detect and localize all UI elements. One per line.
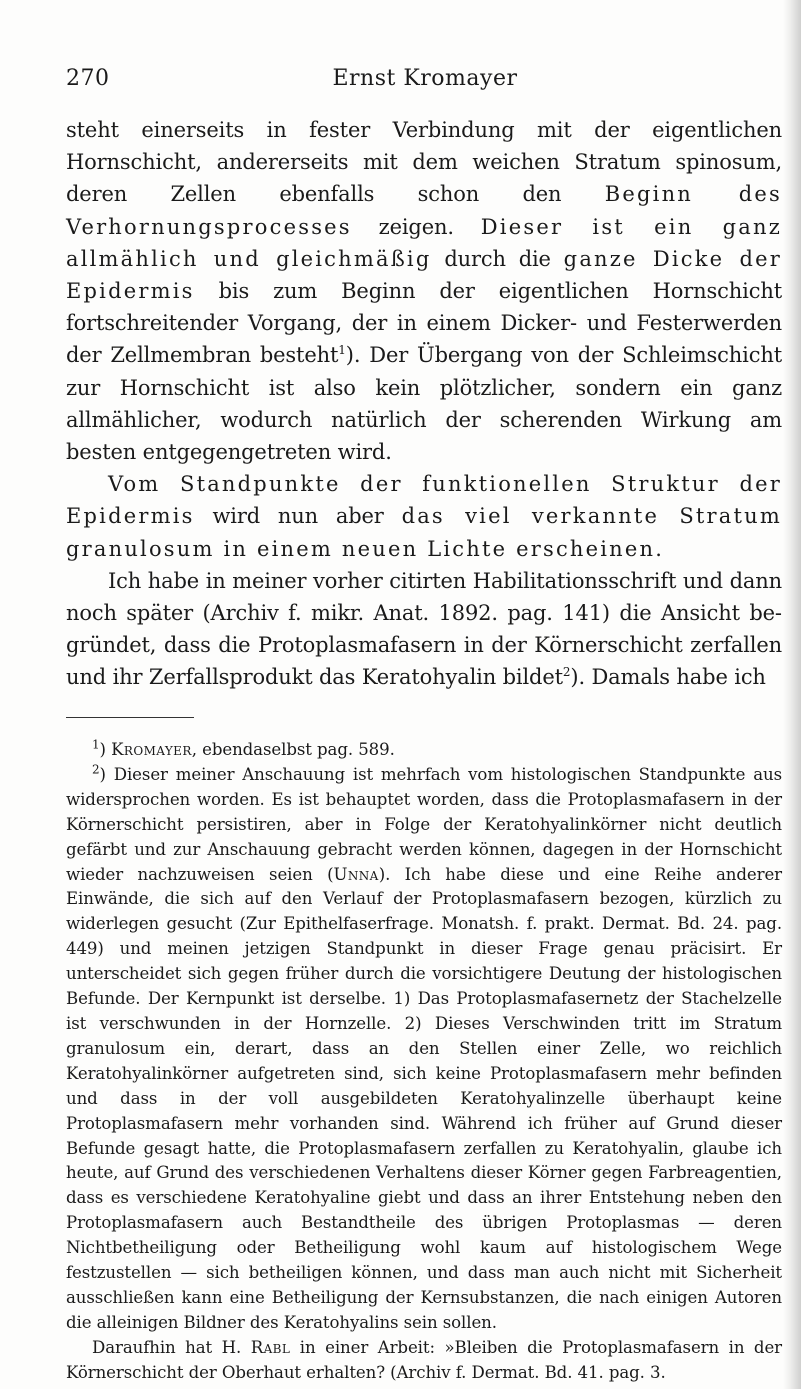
footnote-ref-1[interactable]: 1 (338, 343, 346, 358)
text-run: ). Damals habe ich (570, 665, 766, 690)
emphasis-text: Dieser ist ein ganz allmählich und gleichmäßig (66, 214, 783, 271)
footnote-2-continued (66, 1336, 782, 1386)
paragraph-3 (66, 565, 782, 694)
text-run: zeigen. (351, 214, 481, 239)
running-head: Ernst Kromayer (332, 66, 518, 91)
text-run: wird nun aber (194, 504, 402, 529)
page-edge-shadow (783, 0, 801, 1389)
paragraph-2 (66, 468, 782, 565)
text-run: ). Der Übergang von der Schleimschicht zur Hornschicht ist also kein plötzlicher, sondern ein ganz allmählicher, wodurch natürlich der scherenden Wirkung am besten entgegengetreten wird. (66, 343, 782, 465)
footnote-text: in einer Arbeit: »Bleiben die Protoplasmafasern in der Körnerschicht der Oberhaut erhalten? (Archiv f. Dermat. Bd. 41. pag. 3. (66, 1337, 783, 1382)
text-run: bis zum Beginn der eigentlichen Hornschicht fortschreitender Vorgang, der in einem Dicker- und Festerwerden der Zellmembran besteht (66, 279, 782, 368)
footnote-text: Daraufhin hat H. (92, 1337, 251, 1357)
emphasis-text: Vom Standpunkte der funktionellen Struktur der Epidermis (66, 472, 782, 529)
paragraph-1 (66, 114, 782, 468)
emphasis-text: ganze Dicke der Epidermis (66, 246, 782, 304)
footnote-text: , ebendaselbst pag. 589. (191, 740, 395, 759)
footnote-mark: 1 (92, 737, 100, 752)
text-run: steht einerseits in fester Verbindung mit der eigentlichen Hornschicht, andererseits mit dem weichen Stratum spinosum, deren Zellen ebenfalls schon den (66, 118, 782, 207)
footnote-separator (66, 717, 194, 718)
text-run: durch die (431, 246, 564, 271)
emphasis-text: das viel verkannte Stratum granulosum in einem neuen Lichte erscheinen. (66, 504, 782, 561)
main-text (66, 114, 782, 694)
emphasis-text: Beginn des Verhornungsprocesses (66, 182, 782, 239)
footnotes (66, 738, 782, 1386)
page-header (66, 66, 784, 100)
text-run: Ich habe in meiner vorher citirten Habilitationsschrift und dann noch später (Archiv f. mikr. Anat. 1892. pag. 141) die Ansicht begründet, dass die Protoplasmafasern in der Körnerschicht zerfallen und ihr Zerfallsprodukt das Keratohyalin bildet (66, 568, 782, 690)
author-name: Kromayer (111, 740, 192, 759)
footnote-mark: 2 (92, 762, 100, 777)
footnote-1: $^1$) Kromayer, ebendaselbst pag. 589. (92, 737, 395, 759)
footnote-text: Dieser meiner Anschauung ist mehrfach vom histologischen Standpunkte aus widersprochen worden. Es ist behauptet worden, dass die Protoplasmafasern in der Körnerschicht persistiren, aber in Folge der Keratohyalinkörner nicht deutlich gefärbt und zur Anschauung gebracht werden können, dagegen in der Hornschicht wieder nachzuweisen seien ( (66, 764, 782, 884)
page-number: 270 (66, 66, 110, 91)
author-name: Rabl (250, 1337, 291, 1357)
footnote-2: $^2$) Dieser meiner Anschauung ist mehrfach vom histologischen Standpunkte aus widersprochen worden. Es ist behauptet worden, dass die Protoplasmafasern in der Körnerschicht persistiren, aber in Folge der Keratohyalinkörner nicht deutlich gefärbt und zur Anschauung gebracht werden können, dagegen in der Hornschicht wieder nachzuweisen seien (Unna). Ich habe diese und eine Reihe anderer Einwände, die sich auf den Verlauf der Protoplasmafasern bezogen, kürzlich zu widerlegen gesucht (Zur Epithelfaserfrage. Monatsh. f. prakt. Dermat. Bd. 24. pag. 449) und meinen jetzigen Standpunkt in dieser Frage genau präcisirt. Er unterscheidet sich gegen früher durch die vorsichtigere Deutung der histologischen Befunde. Der Kernpunkt ist derselbe. 1) Das Protoplasmafasernetz der Stachelzelle ist verschwunden in der Hornzelle. 2) Dieses Verschwinden tritt im Stratum granulosum ein, derart, dass an den Stellen einer Zelle, wo reichlich Keratohyalinkörner aufgetreten sind, sich keine Protoplasmafasern mehr befinden und dass in der voll ausgebildeten Keratohyalinzelle überhaupt keine Protoplasmafasern mehr vorhanden sind. Während ich früher auf Grund dieser Befunde gesagt hatte, die Protoplasmafasern zerfallen zu Keratohyalin, glaube ich heute, auf Grund des verschiedenen Verhaltens dieser Körner gegen Farbreagentien, dass es verschiedene Keratohyaline giebt und dass an ihrer Entstehung neben den Protoplasmafasern auch Bestandtheile des übrigen Protoplasmas — deren Nichtbetheiligung oder Betheiligung wohl kaum auf histologischem Wege festzustellen — sich betheiligen können, und dass man auch nicht mit Sicherheit ausschließen kann eine Betheiligung der Kernsubstanzen, die nach einigen Autoren die alleinigen Bildner des Keratohyalins sein sollen. (66, 762, 782, 1332)
author-name: Unna (333, 864, 379, 884)
footnote-text: ). Ich habe diese und eine Reihe anderer Einwände, die sich auf den Verlauf der Protoplasmafasern bezogen, kürzlich zu widerlegen gesucht (Zur Epithelfaserfrage. Monatsh. f. prakt. Dermat. Bd. 24. pag. 449) und meinen jetzigen Standpunkt in dieser Frage genau präcisirt. Er unterscheidet sich gegen früher durch die vorsichtigere Deutung der histologischen Befunde. Der Kernpunkt ist derselbe. 1) Das Protoplasmafasernetz der Stachelzelle ist verschwunden in der Hornzelle. 2) Dieses Verschwinden tritt im Stratum granulosum ein, derart, dass an den Stellen einer Zelle, wo reichlich Keratohyalinkörner aufgetreten sind, sich keine Protoplasmafasern mehr befinden und dass in der voll ausgebildeten Keratohyalinzelle überhaupt keine Protoplasmafasern mehr vorhanden sind. Während ich früher auf Grund dieser Befunde gesagt hatte, die Protoplasmafasern zerfallen zu Keratohyalin, glaube ich heute, auf Grund des verschiedenen Verhaltens dieser Körner gegen Farbreagentien, dass es verschiedene Keratohyaline giebt und dass an ihrer Entstehung neben den Protoplasmafasern auch Bestandtheile des übrigen Protoplasmas — deren Nichtbetheiligung oder Betheiligung wohl kaum auf histologischem Wege festzustellen — sich betheiligen können, und dass man auch nicht mit Sicherheit ausschließen kann eine Betheiligung der Kernsubstanzen, die nach einigen Autoren die alleinigen Bildner des Keratohyalins sein sollen. (66, 864, 782, 1332)
footnote-ref-2[interactable]: 2 (562, 665, 571, 680)
